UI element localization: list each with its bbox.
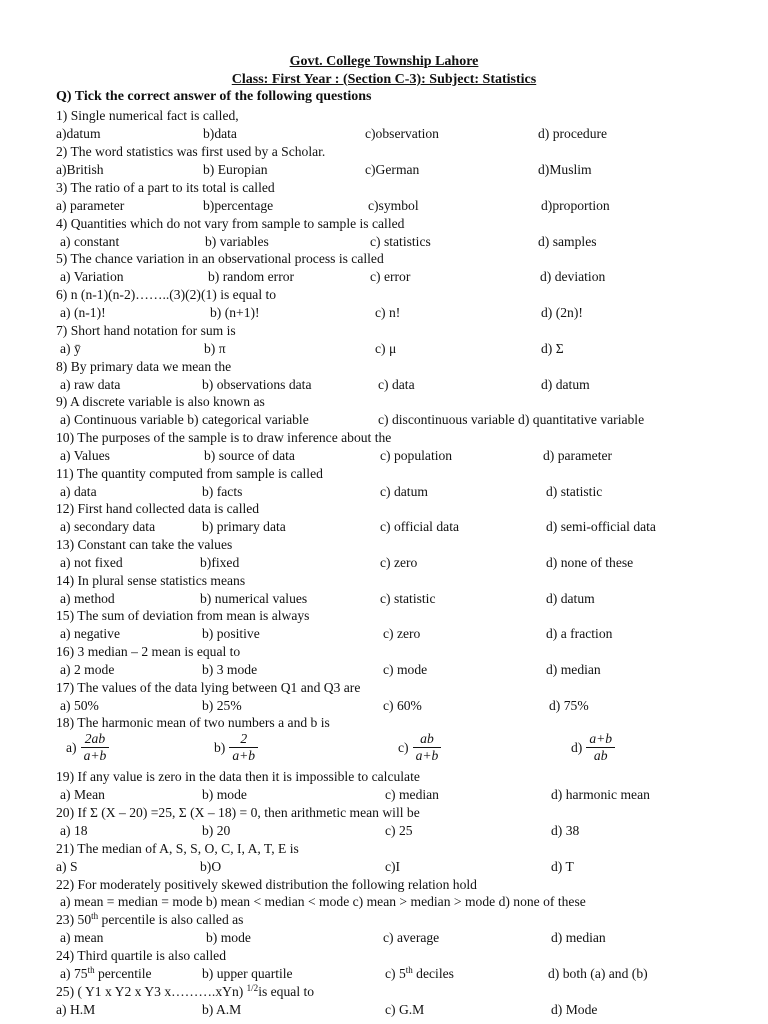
question-16: 16) 3 median – 2 mean is equal to xyxy=(56,644,241,659)
q24-option-a-start: a) 75 xyxy=(60,966,88,981)
q18-option-d[interactable] xyxy=(571,731,615,764)
q24-option-c-start: c) 5 xyxy=(385,966,406,981)
q14-option-b[interactable]: b) numerical values xyxy=(200,591,308,606)
q16-option-a[interactable]: a) 2 mode xyxy=(60,662,115,677)
question-1: 1) Single numerical fact is called, xyxy=(56,108,239,123)
question-4: 4) Quantities which do not vary from sample to sample is called xyxy=(56,216,405,231)
question-2: 2) The word statistics was first used by a Scholar. xyxy=(56,144,326,159)
q16-option-b[interactable]: b) 3 mode xyxy=(202,662,258,677)
question-17: 17) The values of the data lying between Q1 and Q3 are xyxy=(56,680,361,695)
q23-option-c[interactable]: c) average xyxy=(383,930,440,945)
q7-option-c[interactable]: c) μ xyxy=(375,341,397,356)
q18-option-d-numerator: a+b xyxy=(586,731,615,748)
q8-option-b[interactable]: b) observations data xyxy=(202,377,312,392)
question-21: 21) The median of A, S, S, O, C, I, A, T, E is xyxy=(56,841,299,856)
q15-option-c[interactable]: c) zero xyxy=(383,626,421,641)
q9-option-c-d[interactable]: c) discontinuous variable d) quantitative variable xyxy=(378,412,645,427)
q17-option-a[interactable]: a) 50% xyxy=(60,698,99,713)
question-6: 6) n (n-1)(n-2)……..(3)(2)(1) is equal to xyxy=(56,287,277,302)
q24-option-a[interactable] xyxy=(60,965,152,982)
college-title: Govt. College Township Lahore xyxy=(289,54,479,69)
q23-superscript: th xyxy=(91,911,99,921)
q7-option-d[interactable]: d) Σ xyxy=(541,341,564,356)
q14-option-d[interactable]: d) datum xyxy=(546,591,595,606)
q15-option-b[interactable]: b) positive xyxy=(202,626,260,641)
q2-option-d[interactable]: d)Muslim xyxy=(538,162,592,177)
q18-option-c-numerator: ab xyxy=(413,731,442,748)
q18-option-a-fraction xyxy=(81,731,110,764)
q23-text-start: 23) 50 xyxy=(56,912,92,927)
q12-option-c[interactable]: c) official data xyxy=(380,519,460,534)
q18-option-d-letter: d) xyxy=(571,739,583,755)
question-8: 8) By primary data we mean the xyxy=(56,359,232,374)
q19-option-d[interactable]: d) harmonic mean xyxy=(551,787,650,802)
q2-option-a[interactable]: a)British xyxy=(56,162,104,177)
q18-option-b[interactable] xyxy=(214,731,258,764)
question-11: 11) The quantity computed from sample is called xyxy=(56,466,323,481)
q15-option-d[interactable]: d) a fraction xyxy=(546,626,613,641)
q10-option-a[interactable]: a) Values xyxy=(60,448,110,463)
instruction-heading: Q) Tick the correct answer of the following questions xyxy=(56,89,372,104)
q24-option-c[interactable] xyxy=(385,965,454,982)
q18-option-d-fraction xyxy=(586,731,615,764)
q4-option-a[interactable]: a) constant xyxy=(60,234,120,249)
question-15: 15) The sum of deviation from mean is always xyxy=(56,608,310,623)
q1-option-b[interactable]: b)data xyxy=(203,126,237,141)
q5-option-c[interactable]: c) error xyxy=(370,269,411,284)
q18-option-a-numerator: 2ab xyxy=(81,731,110,748)
q6-option-b[interactable]: b) (n+1)! xyxy=(210,305,260,320)
question-25 xyxy=(56,983,314,1000)
q24-option-d[interactable]: d) both (a) and (b) xyxy=(548,966,648,981)
q6-option-a[interactable]: a) (n-1)! xyxy=(60,305,106,320)
question-7: 7) Short hand notation for sum is xyxy=(56,323,236,338)
q10-option-b[interactable]: b) source of data xyxy=(204,448,295,463)
q14-option-c[interactable]: c) statistic xyxy=(380,591,436,606)
q24-option-b[interactable]: b) upper quartile xyxy=(202,966,293,981)
q15-option-a[interactable]: a) negative xyxy=(60,626,121,641)
q18-option-c-denominator: a+b xyxy=(415,748,439,763)
q11-option-b[interactable]: b) facts xyxy=(202,484,243,499)
q7-option-b[interactable]: b) π xyxy=(204,341,226,356)
q25-option-b[interactable]: b) A.M xyxy=(202,1002,242,1017)
q17-option-c[interactable]: c) 60% xyxy=(383,698,422,713)
q24-option-c-superscript: th xyxy=(405,965,413,975)
q19-option-a[interactable]: a) Mean xyxy=(60,787,105,802)
q23-option-d[interactable]: d) median xyxy=(551,930,606,945)
q3-option-a[interactable]: a) parameter xyxy=(56,198,125,213)
question-14: 14) In plural sense statistics means xyxy=(56,573,246,588)
q22-options[interactable]: a) mean = median = mode b) mean < median < mode c) mean > median > mode d) none of these xyxy=(60,894,586,909)
question-10: 10) The purposes of the sample is to draw inference about the xyxy=(56,430,392,445)
question-9: 9) A discrete variable is also known as xyxy=(56,394,265,409)
question-24: 24) Third quartile is also called xyxy=(56,948,227,963)
q25-option-c[interactable]: c) G.M xyxy=(385,1002,425,1017)
q20-option-a[interactable]: a) 18 xyxy=(60,823,88,838)
q18-option-b-numerator: 2 xyxy=(229,731,258,748)
q18-option-c-letter: c) xyxy=(398,739,409,755)
question-22: 22) For moderately positively skewed distribution the following relation hold xyxy=(56,877,477,892)
q13-option-c[interactable]: c) zero xyxy=(380,555,418,570)
q23-text-end: percentile is also called as xyxy=(98,912,244,927)
q10-option-c[interactable]: c) population xyxy=(380,448,453,463)
q17-option-b[interactable]: b) 25% xyxy=(202,698,242,713)
q1-option-d[interactable]: d) procedure xyxy=(538,126,608,141)
q13-option-d[interactable]: d) none of these xyxy=(546,555,634,570)
q11-option-d[interactable]: d) statistic xyxy=(546,484,603,499)
q20-option-c[interactable]: c) 25 xyxy=(385,823,413,838)
q24-option-c-end: deciles xyxy=(412,966,454,981)
q16-option-c[interactable]: c) mode xyxy=(383,662,428,677)
q16-option-d[interactable]: d) median xyxy=(546,662,601,677)
q1-option-a[interactable]: a)datum xyxy=(56,126,101,141)
q6-option-c[interactable]: c) n! xyxy=(375,305,401,320)
q18-option-d-denominator: ab xyxy=(593,748,608,763)
question-23 xyxy=(56,911,243,928)
question-3: 3) The ratio of a part to its total is called xyxy=(56,180,275,195)
q17-option-d[interactable]: d) 75% xyxy=(549,698,589,713)
q3-option-d[interactable]: d)proportion xyxy=(541,198,610,213)
q3-option-b[interactable]: b)percentage xyxy=(203,198,274,213)
q6-option-d[interactable]: d) (2n)! xyxy=(541,305,583,320)
q20-option-b[interactable]: b) 20 xyxy=(202,823,231,838)
q9-option-a-b[interactable]: a) Continuous variable b) categorical variable xyxy=(60,412,309,427)
q4-option-c[interactable]: c) statistics xyxy=(370,234,431,249)
q19-option-c[interactable]: c) median xyxy=(385,787,439,802)
q20-option-d[interactable]: d) 38 xyxy=(551,823,580,838)
q25-option-a[interactable]: a) H.M xyxy=(56,1002,96,1017)
q14-option-a[interactable]: a) method xyxy=(60,591,115,606)
q4-option-d[interactable]: d) samples xyxy=(538,234,597,249)
q21-option-d[interactable]: d) T xyxy=(551,859,574,874)
question-13: 13) Constant can take the values xyxy=(56,537,233,552)
q13-option-b[interactable]: b)fixed xyxy=(200,555,240,570)
q11-option-a[interactable]: a) data xyxy=(60,484,97,499)
q8-option-d[interactable]: d) datum xyxy=(541,377,590,392)
q18-option-a-denominator: a+b xyxy=(83,748,107,763)
question-18: 18) The harmonic mean of two numbers a and b is xyxy=(56,715,330,730)
q18-option-a[interactable] xyxy=(66,731,109,764)
q19-option-b[interactable]: b) mode xyxy=(202,787,247,802)
q5-option-b[interactable]: b) random error xyxy=(208,269,295,284)
q12-option-d[interactable]: d) semi-official data xyxy=(546,519,656,534)
q11-option-c[interactable]: c) datum xyxy=(380,484,428,499)
q23-option-a[interactable]: a) mean xyxy=(60,930,104,945)
q18-option-c[interactable] xyxy=(398,731,441,764)
q18-option-c-fraction xyxy=(413,731,442,764)
question-5: 5) The chance variation in an observational process is called xyxy=(56,251,384,266)
q18-option-a-letter: a) xyxy=(66,739,77,755)
q12-option-b[interactable]: b) primary data xyxy=(202,519,286,534)
q2-option-c[interactable]: c)German xyxy=(365,162,420,177)
question-19: 19) If any value is zero in the data then it is impossible to calculate xyxy=(56,769,420,784)
q18-option-b-letter: b) xyxy=(214,739,226,755)
q5-option-d[interactable]: d) deviation xyxy=(540,269,606,284)
q21-option-c[interactable]: c)I xyxy=(385,859,401,874)
q25-text-start: 25) ( Y1 x Y2 x Y3 x……….xYn) xyxy=(56,984,247,999)
q21-option-b[interactable]: b)O xyxy=(200,859,222,874)
q2-option-b[interactable]: b) Europian xyxy=(203,162,268,177)
q24-option-a-end: percentile xyxy=(94,966,152,981)
q3-option-c[interactable]: c)symbol xyxy=(368,198,419,213)
q23-option-b[interactable]: b) mode xyxy=(206,930,251,945)
q13-option-a[interactable]: a) not fixed xyxy=(60,555,123,570)
question-20: 20) If Σ (X – 20) =25, Σ (X – 18) = 0, then arithmetic mean will be xyxy=(56,805,420,820)
q1-option-c[interactable]: c)observation xyxy=(365,126,439,141)
q25-option-d[interactable]: d) Mode xyxy=(551,1002,598,1017)
q7-option-a[interactable]: a) ȳ xyxy=(60,341,81,356)
question-12: 12) First hand collected data is called xyxy=(56,501,260,516)
q8-option-c[interactable]: c) data xyxy=(378,377,415,392)
class-subject-line: Class: First Year : (Section C-3): Subject: Statistics xyxy=(231,72,537,87)
q10-option-d[interactable]: d) parameter xyxy=(543,448,613,463)
q21-option-a[interactable]: a) S xyxy=(56,859,78,874)
q12-option-a[interactable]: a) secondary data xyxy=(60,519,156,534)
q4-option-b[interactable]: b) variables xyxy=(205,234,269,249)
q25-superscript: 1/2 xyxy=(246,983,259,993)
q25-text-end: is equal to xyxy=(258,984,315,999)
q18-option-b-denominator: a+b xyxy=(232,748,256,763)
q18-option-b-fraction xyxy=(229,731,258,764)
q8-option-a[interactable]: a) raw data xyxy=(60,377,121,392)
q24-option-a-superscript: th xyxy=(87,965,95,975)
q5-option-a[interactable]: a) Variation xyxy=(60,269,124,284)
